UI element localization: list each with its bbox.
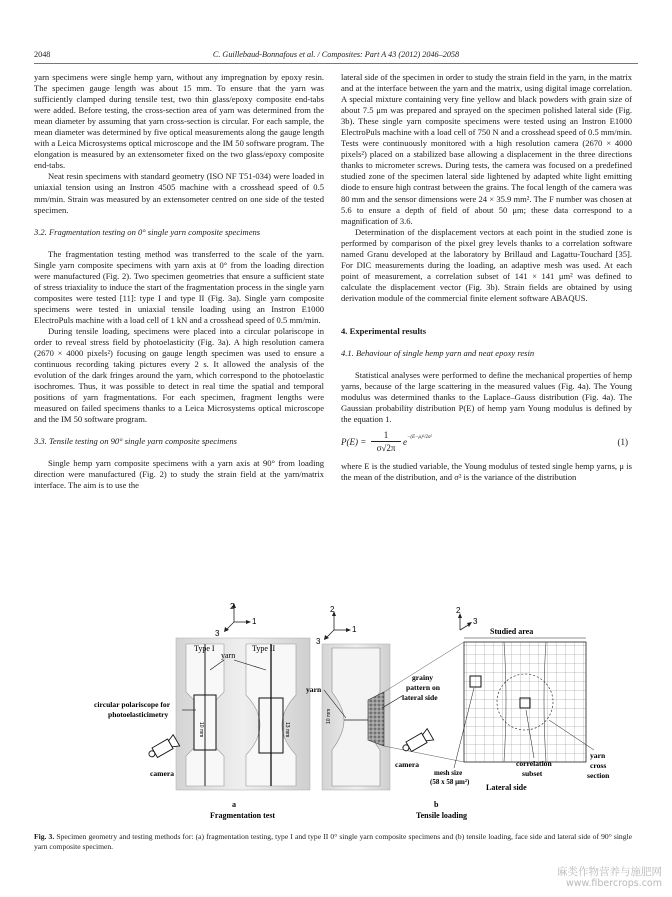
- grainy-label: grainy: [412, 673, 434, 682]
- section-heading-3-2: 3.2. Fragmentation testing on 0° single yarn composite specimens: [34, 226, 261, 237]
- dimension-label: 10 mm: [326, 708, 332, 724]
- panel-title-b: Tensile loading: [416, 811, 468, 820]
- axis-label: 2: [330, 605, 335, 614]
- equation-lhs: P(E) =: [341, 437, 367, 448]
- yarn-cross-section-label: yarn: [590, 751, 606, 760]
- panel-label-a: a: [232, 800, 236, 809]
- panel-title-a: Fragmentation test: [210, 811, 276, 820]
- studied-area-label: Studied area: [490, 627, 534, 636]
- left-column: [34, 72, 324, 492]
- equation-exponent: −(E−μ)²/2σ²: [407, 435, 432, 441]
- polariscope-label-2: photoelasticimetry: [108, 710, 169, 719]
- dimension-label: 10 mm: [198, 722, 204, 738]
- studied-area-grid: [464, 642, 586, 762]
- polariscope-label: circular polariscope for: [94, 700, 171, 709]
- yarn-cross-section-label-3: section: [587, 771, 610, 780]
- paragraph: Neat resin specimens with standard geometry (ISO NF T51-034) were loaded in uniaxial tension using an Instron 4505 machine with a crosshead speed of 0.5 mm/min. Strain was measured by an extensometer centred on one side of the tested specimen.: [34, 171, 324, 215]
- camera-label: camera: [150, 769, 175, 778]
- type-ii-label: Type II: [252, 644, 276, 653]
- paragraph: Determination of the displacement vectors at each point in the studied zone is performed by comparison of the pixel grey levels thanks to a correlation software named Granu developed at the laboratory by Brillaud and Lagattu-Touchard [35]. For DIC measurements during the loading, an adaptive mesh was used. At each point of measurement, a correlation subset of 141 × 141 μm² was defined to calculate the displacement vector (Fig. 3b). Strain fields are obtained by using derivation module of the commercial finite element software ABAQUS.: [341, 226, 632, 303]
- watermark: [557, 866, 662, 890]
- axis-label: 3: [473, 617, 478, 626]
- yarn-label: yarn: [221, 651, 236, 660]
- lateral-side-label: Lateral side: [486, 783, 527, 792]
- watermark-url: www.fibercrops.com: [565, 878, 662, 889]
- paragraph: yarn specimens were single hemp yarn, without any impregnation by epoxy resin. The specimen gauge length was about 15 mm. To ensure that the yarn was sufficiently clamped during tensile test, two thin glass/epoxy composite end-tabs were added. Before testing, the cross-section area of yarn was determined from the mean diameter by assuming that yarn cross-section is circular. For each sample, the mean diameter was determined by five optical measurements along the gauge length with a Leica Microsystems optical microscope and the IM 50 software program. The elongation is measured by an extensometer fixed on the two glass/epoxy composite end-tabs.: [34, 72, 324, 171]
- paragraph: where E is the studied variable, the Young modulus of tested single hemp yarns, μ is the mean of the distribution, and σ² is the variance of the distribution: [341, 461, 632, 483]
- axes-b: [316, 605, 357, 646]
- paragraph: The fragmentation testing method was transferred to the scale of the yarn. Single yarn composite specimens with yarn axis at 0° from the loading direction were manufactured (Fig. 2). Two specimen geometries that ensure a sufficient state of stress triaxiality to induce the start of the fragmentation process in the single yarn composites were tested [11]: type I and type II (Fig. 3a). Single yarn composite specimens were tested in uniaxial tensile loading using an Instron E1000 ElectroPuls machine with a load cell of 1 kN and a crosshead speed of 0.5 mm/min.: [34, 248, 324, 325]
- running-header: [34, 50, 638, 64]
- mesh-size-label: mesh size: [434, 769, 463, 777]
- camera-icon: [400, 729, 433, 756]
- mesh-size-label-2: (58 x 58 μm²): [430, 778, 470, 786]
- equation-denominator: σ√2π: [376, 443, 396, 454]
- section-heading-4-1: 4.1. Behaviour of single hemp yarn and neat epoxy resin: [341, 347, 535, 358]
- paragraph: During tensile loading, specimens were placed into a circular polariscope in order to reveal stress field by photoelasticity (Fig. 3a). A high resolution camera (2670 × 4000 pixels²) focusing on gauge length specimen was used to ensure a continuous recording taking pictures every 2 s. It allowed the analysis of the evolution of the dark fringes around the yarn, which correspond to the photoelastic isochromes. Thus, it was possible to detect in real time the spatial and temporal positions of yarn fragmentations. For each specimen, fragment lengths were measured on failed specimens thanks to a Leica Microsystems optical microscope and the IM 50 software program.: [34, 325, 324, 425]
- figure-3-caption: [34, 832, 632, 853]
- paragraph: Single hemp yarn composite specimens with a yarn axis at 90° from loading direction were manufactured (Fig. 2) to study the strain field at the yarn/matrix interface. The aim is to use the: [34, 458, 324, 491]
- axis-label: 2: [230, 602, 235, 611]
- yarn-cross-section-label-2: cross: [590, 761, 607, 770]
- paragraph: Statistical analyses were performed to define the mechanical properties of hemp yarns, because of the large scattering in the measured values (Fig. 4a). The Young modulus was determined thanks to the Laplace–Gauss distribution (Fig. 4a). The Gaussian probability distribution P(E) of hemp yarn Young modulus is defined by the equation 1.: [341, 369, 632, 425]
- correlation-subset-label-2: subset: [522, 769, 543, 778]
- dimension-label: 13 mm: [284, 722, 290, 738]
- panel-label-b: b: [434, 800, 439, 809]
- equation-exponential: [403, 435, 432, 448]
- equation-e: e: [403, 437, 407, 448]
- equation-number: (1): [617, 437, 628, 448]
- axis-label: 1: [252, 617, 257, 626]
- figure-3: [34, 600, 634, 830]
- camera-icon: [146, 735, 179, 762]
- right-column: [341, 72, 632, 483]
- photo-a: [176, 638, 310, 790]
- caption-label: Fig. 3.: [34, 832, 55, 841]
- axis-label: 3: [316, 637, 321, 646]
- section-heading-3-3: 3.3. Tensile testing on 90° single yarn composite specimens: [34, 436, 237, 447]
- photo-b: [322, 644, 390, 790]
- watermark-title: 麻类作物营养与施肥网: [557, 866, 662, 878]
- running-title: C. Guillebaud-Bonnafous et al. / Composites: Part A 43 (2012) 2046–2058: [212, 50, 460, 59]
- header-rule: [34, 63, 638, 64]
- equation-fraction: [371, 430, 401, 454]
- section-heading-4: 4. Experimental results: [341, 325, 427, 336]
- equation-1: [341, 431, 632, 457]
- axis-label: 2: [456, 606, 461, 615]
- equation-numerator: 1: [371, 430, 401, 442]
- grainy-label-2: pattern on: [406, 683, 440, 692]
- axis-label: 3: [215, 629, 220, 638]
- page-number: 2048: [34, 50, 51, 59]
- paragraph: lateral side of the specimen in order to study the strain field in the yarn, in the matrix and at the interface between the yarn and the matrix, using digital image correlation. A special mixture containing very fine yellow and black powders with grain size of about 7.5 μm was prepared and sprayed on the specimen polished lateral side (Fig. 3b). These single yarn composite specimens were tested using an Instron E1000 ElectroPuls machine with a load cell of 750 N and a crosshead speed of 0.5 mm/min. Tests were continuously monitored with a high resolution camera (2670 × 4000 pixels²) placed on a stabilized base allowing a displacement in the three directions thanks to micrometer screws. During tests, the camera was focused on a predefined studied zone of the specimen lateral side lightened by adapted white light emitting diode to ensure high contrast between the grains. The focal length of the camera was 80 mm and the sensor dimensions were 24 × 35.9 mm². The F number was chosen at 5.6 to ensure a depth of field of about 50 μm; these data correspond to a magnification of 3.6.: [341, 72, 632, 226]
- axis-label: 1: [352, 625, 357, 634]
- camera-label: camera: [395, 760, 420, 769]
- correlation-subset-label: correlation: [516, 759, 552, 768]
- figure-3-drawing: [34, 600, 634, 830]
- grainy-label-3: lateral side: [402, 693, 438, 702]
- axes-a: [215, 602, 257, 638]
- yarn-label: yarn: [306, 685, 322, 694]
- type-i-label: Type I: [194, 644, 215, 653]
- caption-text: Specimen geometry and testing methods for: (a) fragmentation testing, type I and type II 0° single yarn composite specimens and (b) tensile loading, face side and lateral side of 90° single yarn composite specimen.: [34, 832, 632, 852]
